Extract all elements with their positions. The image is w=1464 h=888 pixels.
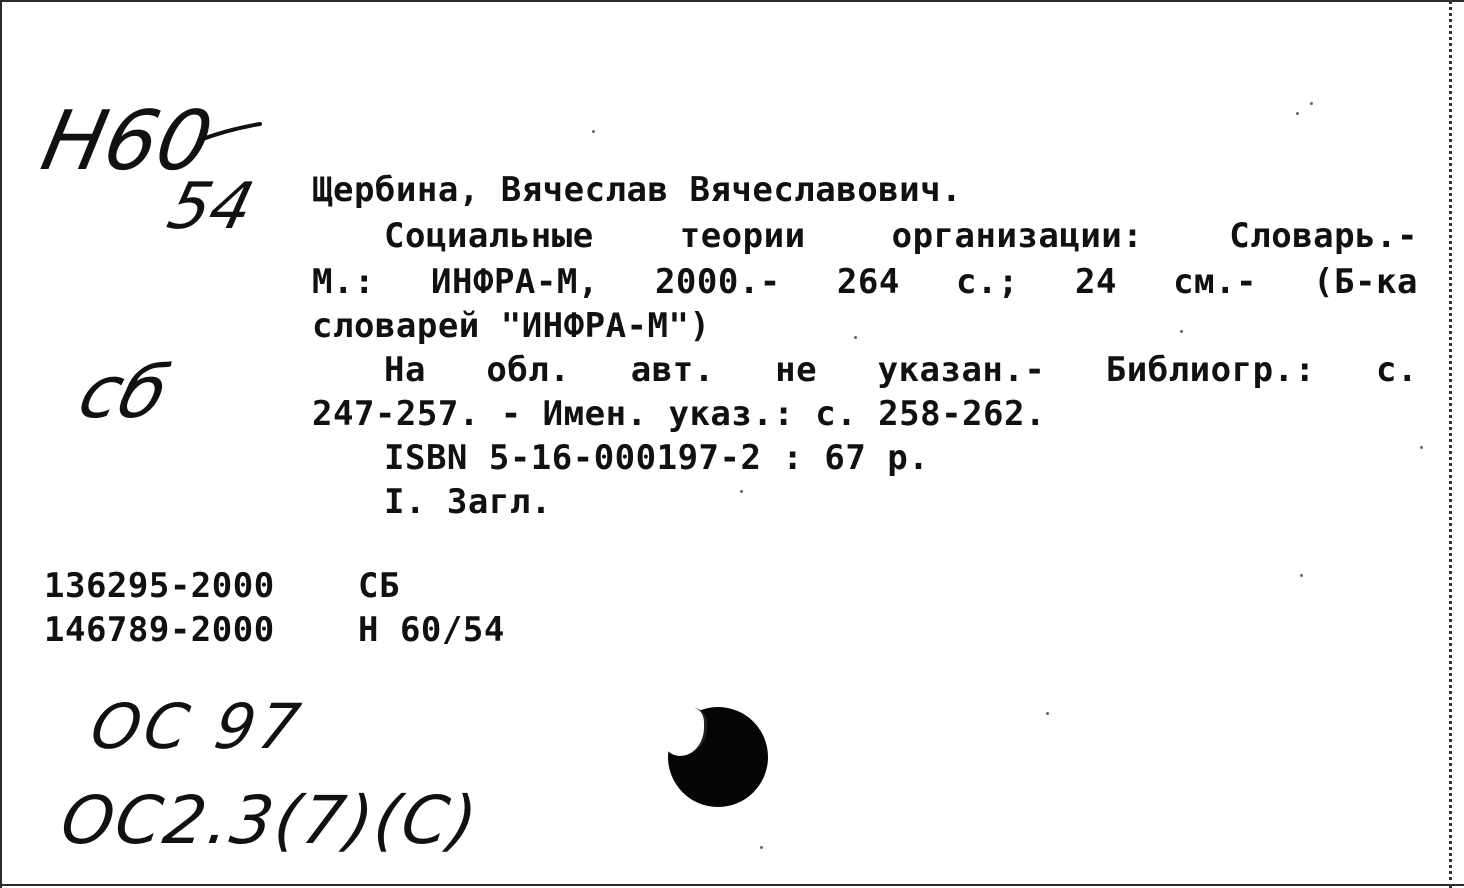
imprint-line [312,260,1418,304]
title-line [384,214,1418,258]
accession-location: СБ [358,566,400,606]
scan-speck [1420,446,1423,449]
card-edge-left [0,0,2,888]
scan-speck [1180,330,1183,333]
isbn-line: ISBN 5-16-000197-2 : 67 р. [384,438,930,478]
scan-speck [760,846,763,849]
title-word: теории [679,216,806,256]
scan-speck [854,336,857,339]
handwritten-index-1: ОС 97 [85,690,310,763]
scan-speck [1310,102,1313,105]
note-word: На [384,350,426,390]
scan-speck [1296,112,1299,115]
imprint-word: 24 [1074,262,1117,302]
note-line-2: 247-257. - Имен. указ.: с. 258-262. [312,394,1046,434]
accession-number: 136295-2000 [44,566,275,606]
accession-location: Н 60/54 [358,610,505,650]
imprint-word: см.- [1173,262,1257,302]
note-word: указан.- [877,350,1046,390]
note-word: с. [1375,350,1418,390]
handwritten-side-mark: сб [69,350,179,434]
note-line [384,348,1418,392]
title-word: Социальные [384,216,594,256]
handwritten-shelfmark-bottom: 54 [160,170,261,244]
note-word: Библиогр.: [1105,350,1316,390]
imprint-word: 264 [836,262,900,302]
series-line: словарей "ИНФРА-М") [312,306,711,346]
title-word: организации: [891,216,1144,256]
imprint-word: (Б-ка [1313,262,1418,302]
note-word: не [775,350,818,390]
scan-speck [1300,574,1303,577]
handwritten-fraction-stroke [196,118,266,148]
handwritten-shelfmark-top: Н60 [33,94,221,189]
scan-speck [592,130,595,133]
accession-number: 146789-2000 [44,610,275,650]
imprint-word: с.; [955,262,1019,302]
scan-speck [740,490,743,493]
card-edge-bottom [0,884,1464,886]
card-edge-top [0,0,1464,2]
title-word: Словарь.- [1229,216,1418,256]
imprint-word: 2000.- [654,262,781,302]
note-word: авт. [630,350,715,390]
card-edge-right [1449,0,1452,888]
imprint-word: М.: [312,262,375,302]
author-heading: Щербина, Вячеслав Вячеславович. [312,170,963,210]
note-word: обл. [486,350,571,390]
imprint-word: ИНФРА-М, [431,262,599,302]
tracing-line: I. Загл. [384,482,552,522]
handwritten-index-2: ОС2.3(7)(С) [56,782,484,859]
scan-speck [1046,712,1049,715]
